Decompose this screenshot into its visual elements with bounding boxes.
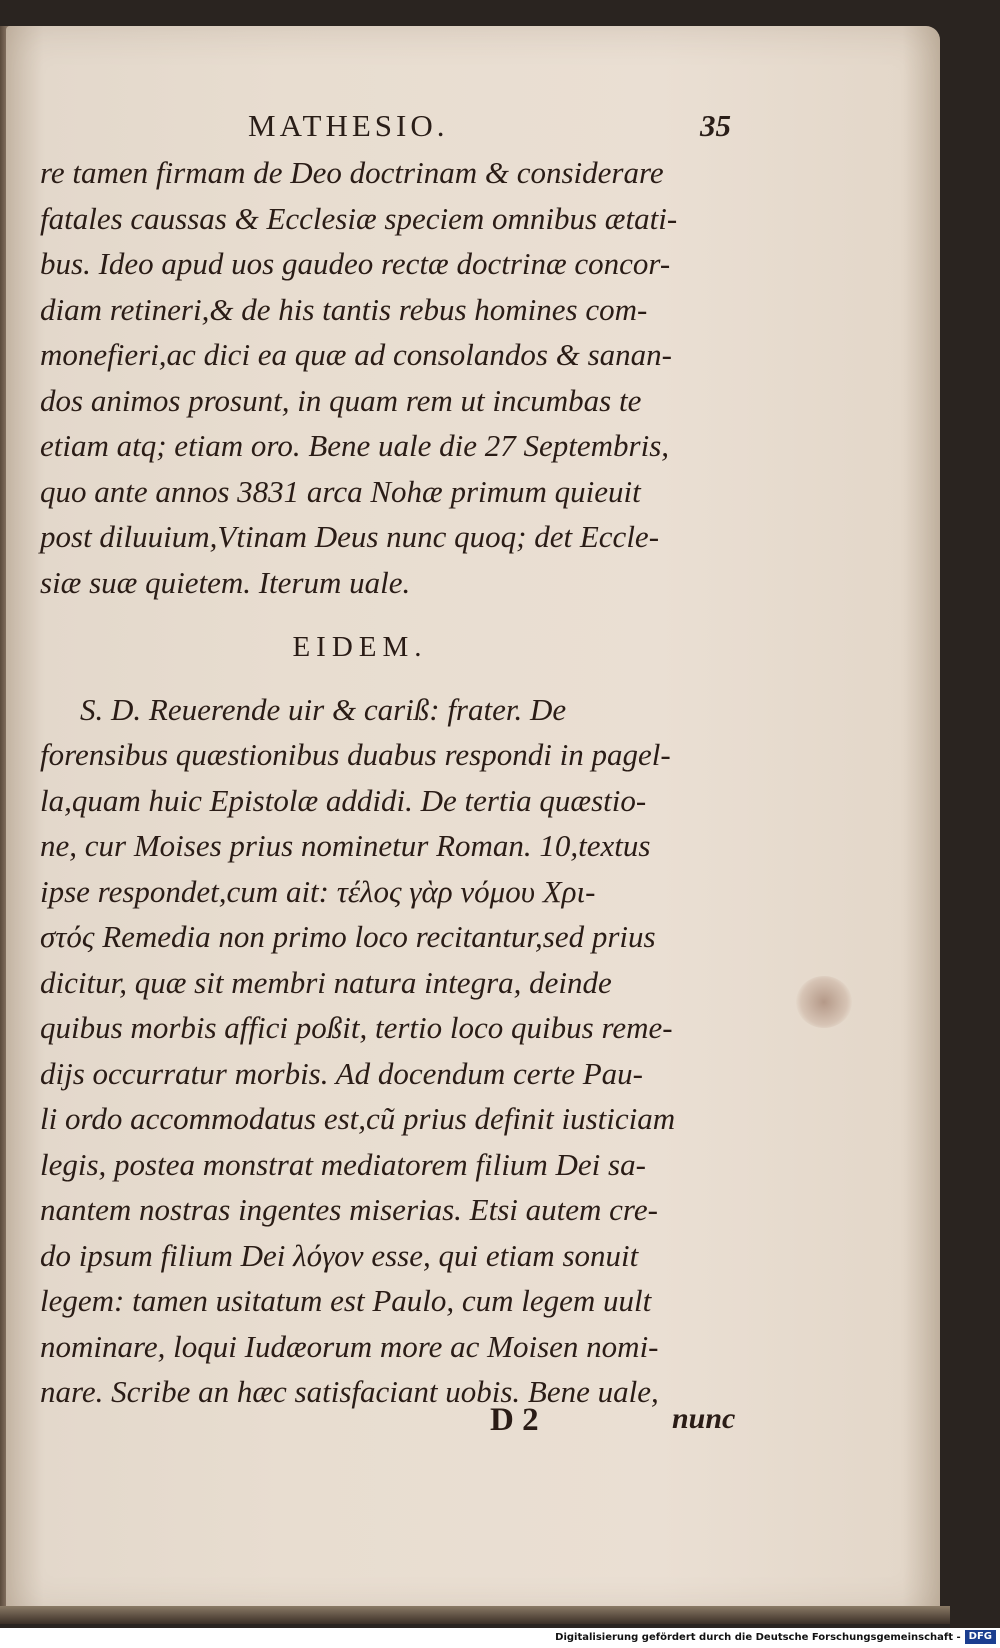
- text-line: nare. Scribe an hæc satisfaciant uobis. Bene uale,: [40, 1374, 659, 1409]
- text-line: monefieri,ac dici ea quæ ad consolandos & sanan-: [40, 337, 672, 372]
- text-line: ipse respondet,cum ait: τέλος γὰρ νόμου Χρι-: [40, 873, 596, 909]
- text-line: forensibus quæstionibus duabus respondi in pagel-: [40, 737, 671, 772]
- text-line: quibus morbis affici poßit, tertio loco quibus reme-: [40, 1010, 673, 1045]
- page-number: 35: [700, 108, 731, 143]
- text-line: bus. Ideo apud uos gaudeo rectæ doctrinæ concor-: [40, 246, 671, 281]
- text-line: dicitur, quæ sit membri natura integra, deinde: [40, 964, 612, 1000]
- dfg-logo-icon: DFG: [965, 1630, 996, 1644]
- text-line: fatales caussas & Ecclesiæ speciem omnibus ætati-: [40, 200, 678, 236]
- page-bottom-edge: [0, 1606, 950, 1624]
- text-line: quo ante annos 3831 arca Nohæ primum quieuit: [40, 473, 641, 509]
- letter-heading: EIDEM.: [292, 631, 428, 663]
- text-line: diam retineri,& de his tantis rebus homines com-: [40, 291, 648, 327]
- text-line: ne, cur Moises prius nominetur Roman. 10,textus: [40, 828, 651, 863]
- text-line: re tamen firmam de Deo doctrinam & considerare: [40, 155, 664, 190]
- text-line: la,quam huic Epistolæ addidi. De tertia quæstio-: [40, 782, 647, 818]
- footer-credit: Digitalisierung gefördert durch die Deutsche Forschungsgemeinschaft -: [555, 1632, 961, 1643]
- text-line: dijs occurratur morbis. Ad docendum certe Pau-: [40, 1055, 643, 1091]
- text-line: legem: tamen usitatum est Paulo, cum legem uult: [40, 1283, 652, 1318]
- text-line: στός Remedia non primo loco recitantur,sed prius: [40, 919, 656, 954]
- text-line: nantem nostras ingentes miserias. Etsi autem cre-: [40, 1192, 658, 1227]
- signature-mark: D 2: [490, 1402, 539, 1438]
- running-head: MATHESIO.: [248, 108, 449, 143]
- text-line: li ordo accommodatus est,cũ prius definit iusticiam: [40, 1101, 676, 1136]
- text-line: do ipsum filium Dei λόγον esse, qui etiam sonuit: [40, 1237, 639, 1273]
- text-line: legis, postea monstrat mediatorem filium Dei sa-: [40, 1146, 646, 1182]
- paper-stain: [796, 976, 852, 1028]
- text-line: post diluuium,Vtinam Deus nunc quoq; det Eccle-: [40, 519, 660, 554]
- text-line: dos animos prosunt, in quam rem ut incumbas te: [40, 382, 642, 418]
- text-line: S. D. Reuerende uir & cariß: frater. De: [80, 691, 567, 727]
- digitization-footer: [0, 1628, 1000, 1648]
- catchword: nunc: [672, 1402, 736, 1435]
- text-line: etiam atq; etiam oro. Bene uale die 27 Septembris,: [40, 428, 670, 463]
- text-line: nominare, loqui Iudæorum more ac Moisen nomi-: [40, 1328, 659, 1364]
- text-line: siæ suæ quietem. Iterum uale.: [40, 564, 411, 600]
- body-text: [40, 150, 760, 1415]
